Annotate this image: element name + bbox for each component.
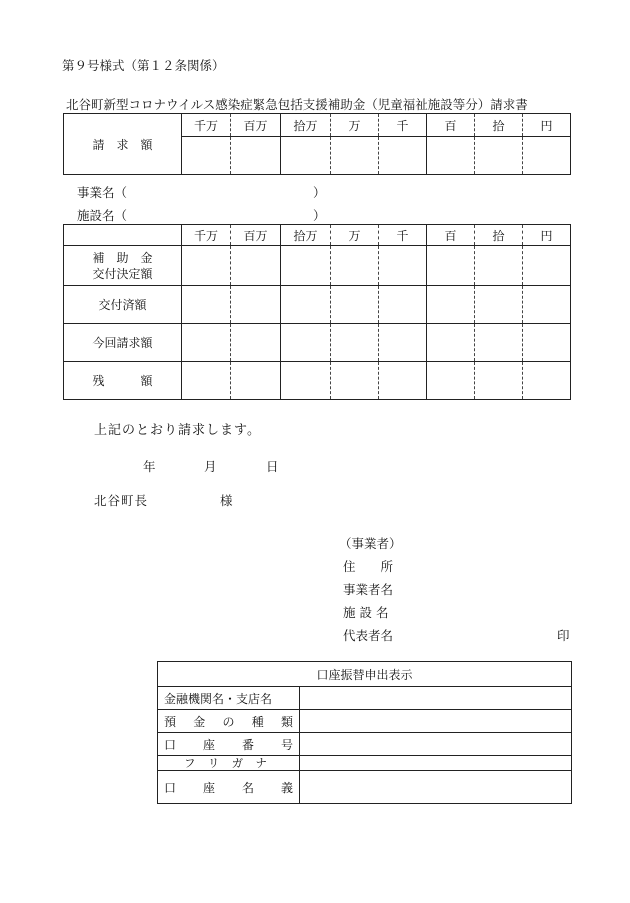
digit-cell[interactable] (231, 324, 281, 362)
claim-digit-cell[interactable] (523, 137, 571, 175)
label-char: の (222, 714, 235, 729)
applicant-facility-name-label: 施 設 名 (343, 605, 389, 620)
account-transfer-table (157, 661, 572, 804)
unit-label: 拾 (475, 225, 523, 246)
claim-digit-cell[interactable] (182, 137, 231, 175)
label-char: 金 (193, 714, 206, 729)
date-year: 年 (143, 459, 156, 474)
label-char: 種 (251, 714, 264, 729)
facility-name-close: ） (313, 208, 326, 223)
digit-cell[interactable] (427, 362, 475, 400)
label-char: ガ (231, 756, 244, 770)
unit-label: 千 (379, 114, 427, 137)
business-name-close: ） (313, 185, 326, 200)
digit-cell[interactable] (523, 324, 571, 362)
label-char: 座 (202, 780, 215, 795)
bank-branch-label: 金融機関名・支店名 (158, 687, 300, 710)
label-char: 号 (280, 737, 293, 752)
row-label-balance: 残 額 (64, 362, 182, 400)
claim-digit-cell[interactable] (281, 137, 331, 175)
account-table-title: 口座振替申出表示 (158, 662, 572, 687)
request-statement: 上記のとおり請求します。 (94, 423, 261, 438)
digit-cell[interactable] (523, 286, 571, 324)
date-month: 月 (204, 459, 217, 474)
digit-cell[interactable] (475, 324, 523, 362)
recipient: 北谷町長 (94, 493, 149, 508)
unit-label: 千万 (182, 225, 231, 246)
applicant-address-label: 住 所 (343, 559, 394, 574)
account-holder-field[interactable] (300, 771, 572, 804)
digit-cell[interactable] (331, 246, 379, 286)
digit-cell[interactable] (523, 246, 571, 286)
digit-cell[interactable] (331, 362, 379, 400)
business-name-label: 事業名（ (77, 185, 128, 200)
claim-digit-cell[interactable] (379, 137, 427, 175)
unit-label: 円 (523, 225, 571, 246)
digit-cell[interactable] (182, 286, 231, 324)
label-char: 預 (164, 714, 177, 729)
label-char: 口 (164, 737, 177, 752)
unit-label: 千万 (182, 114, 231, 137)
claim-amount-label: 請 求 額 (64, 114, 182, 175)
unit-label: 拾万 (281, 225, 331, 246)
digit-cell[interactable] (427, 246, 475, 286)
digit-cell[interactable] (427, 286, 475, 324)
digit-cell[interactable] (182, 362, 231, 400)
digit-cell[interactable] (379, 362, 427, 400)
form-number: 第９号様式（第１２条関係） (62, 58, 225, 73)
applicant-header: （事業者） (339, 536, 402, 551)
applicant-representative-label: 代表者名 (343, 628, 394, 643)
digit-cell[interactable] (427, 324, 475, 362)
row-label-paid: 交付済額 (64, 286, 182, 324)
digit-cell[interactable] (379, 324, 427, 362)
label-char: ナ (255, 756, 267, 770)
label-char: 名 (241, 780, 254, 795)
applicant-business-name-label: 事業者名 (343, 582, 394, 597)
row-label-line: 交付決定額 (92, 266, 153, 281)
digit-cell[interactable] (379, 286, 427, 324)
digit-cell[interactable] (331, 324, 379, 362)
furigana-label (158, 756, 300, 771)
unit-label: 拾万 (281, 114, 331, 137)
label-char: 義 (280, 780, 293, 795)
row-label-line: 補 助 金 (92, 250, 153, 265)
digit-cell[interactable] (231, 286, 281, 324)
label-char: 類 (280, 714, 293, 729)
seal-mark: 印 (557, 628, 570, 643)
digit-cell[interactable] (281, 286, 331, 324)
account-number-field[interactable] (300, 733, 572, 756)
claim-digit-cell[interactable] (331, 137, 379, 175)
account-holder-label (158, 771, 300, 804)
date-day: 日 (266, 459, 279, 474)
digit-cell[interactable] (231, 246, 281, 286)
digit-cell[interactable] (182, 246, 231, 286)
label-char: 口 (164, 780, 177, 795)
digit-cell[interactable] (523, 362, 571, 400)
unit-label: 百万 (231, 225, 281, 246)
bank-branch-field[interactable] (300, 687, 572, 710)
digit-cell[interactable] (475, 362, 523, 400)
honorific: 様 (220, 493, 233, 508)
claim-digit-cell[interactable] (231, 137, 281, 175)
document-title: 北谷町新型コロナウイルス感染症緊急包括支援補助金（児童福祉施設等分）請求書 (66, 97, 528, 112)
deposit-type-label (158, 710, 300, 733)
subsidy-breakdown-table (63, 224, 571, 400)
unit-label: 万 (331, 114, 379, 137)
digit-cell[interactable] (475, 246, 523, 286)
unit-label: 万 (331, 225, 379, 246)
digit-cell[interactable] (475, 286, 523, 324)
account-number-label (158, 733, 300, 756)
row-label-current-claim: 今回請求額 (64, 324, 182, 362)
digit-cell[interactable] (182, 324, 231, 362)
digit-cell[interactable] (331, 286, 379, 324)
unit-label: 百万 (231, 114, 281, 137)
header-blank-cell (64, 225, 182, 246)
deposit-type-field[interactable] (300, 710, 572, 733)
digit-cell[interactable] (231, 362, 281, 400)
digit-cell[interactable] (281, 324, 331, 362)
row-label-decided (64, 246, 182, 286)
unit-label: 千 (379, 225, 427, 246)
unit-label: 拾 (475, 114, 523, 137)
claim-digit-cell[interactable] (427, 137, 475, 175)
digit-cell[interactable] (281, 362, 331, 400)
label-char: 番 (241, 737, 254, 752)
digit-cell[interactable] (281, 246, 331, 286)
furigana-field[interactable] (300, 756, 572, 771)
claim-digit-cell[interactable] (475, 137, 523, 175)
unit-label: 円 (523, 114, 571, 137)
unit-label: 百 (427, 114, 475, 137)
facility-name-label: 施設名（ (77, 208, 128, 223)
label-char: 座 (202, 737, 215, 752)
label-char: リ (207, 756, 220, 770)
digit-cell[interactable] (379, 246, 427, 286)
unit-label: 百 (427, 225, 475, 246)
claim-amount-table (63, 113, 571, 175)
label-char: フ (184, 756, 196, 770)
